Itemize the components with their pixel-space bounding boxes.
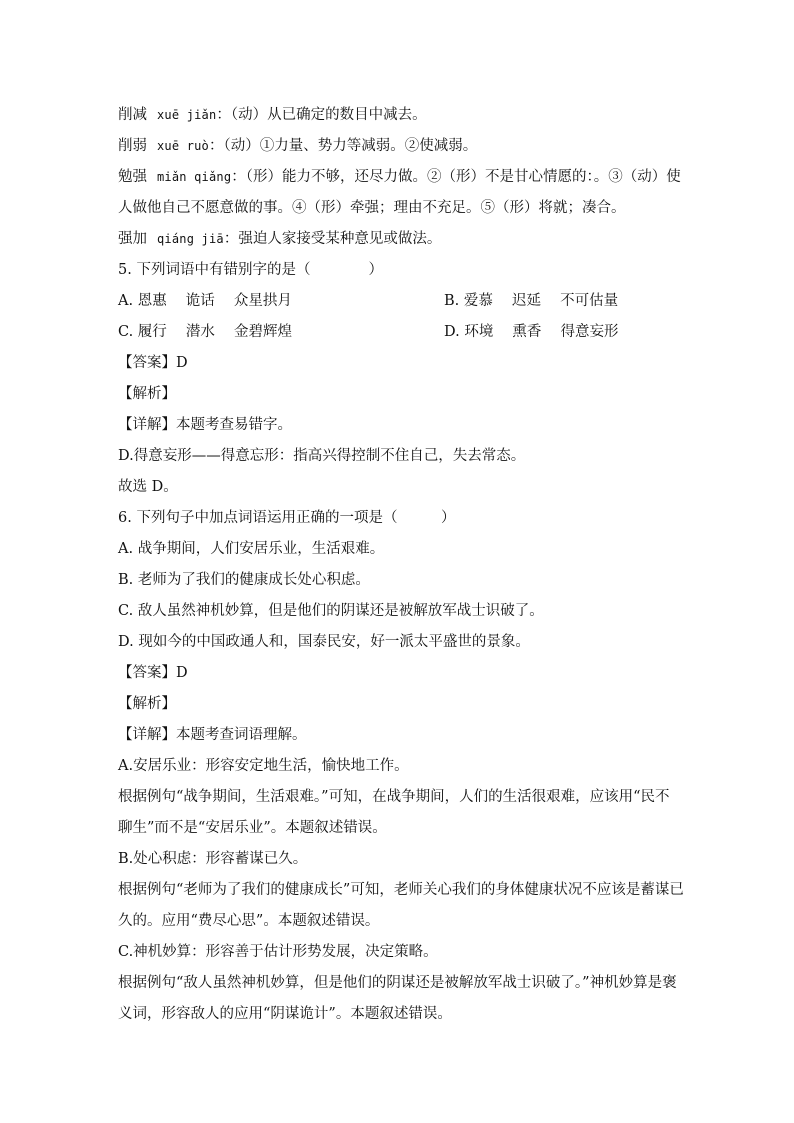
explanation-line: D.得意妄形——得意忘形：指高兴得控制不住自己，失去常态。: [118, 448, 526, 464]
definition-line-continued: [118, 193, 678, 224]
option-b: B. 老师为了我们的健康成长处心积虑。: [118, 572, 370, 588]
definition-pinyin: xuē ruò: [157, 139, 209, 153]
definition-pinyin: xuē jiǎn: [157, 108, 217, 122]
definition-word: 削弱: [118, 138, 147, 154]
detail-line: 【详解】本题考查词语理解。: [118, 727, 307, 743]
definition-text: ：（动）从已确定的数目中减去。: [216, 107, 427, 123]
answer-line: 【答案】D: [118, 665, 188, 681]
detail-line: 【详解】本题考查易错字。: [118, 417, 292, 433]
definition-text: ：强迫人家接受某种意见或做法。: [223, 231, 442, 247]
explanation-line: 根据例句“战争期间，生活艰难。”可知，在战争期间，人们的生活很艰难，应该用“民不: [118, 789, 670, 805]
options-row: [118, 286, 678, 317]
option-a: A. 战争期间，人们安居乐业，生活艰难。: [118, 541, 385, 557]
definition-word: 强加: [118, 231, 147, 247]
definition-word: 勉强: [118, 169, 147, 185]
definition-text: ：（形）能力不够，还尽力做。②（形）不是甘心情愿的：。③（动）使: [231, 169, 681, 185]
option-c: C. 敌人虽然神机妙算，但是他们的阴谋还是被解放军战士识破了。: [118, 603, 544, 619]
option-a: A. 恩惠 诡话 众星拱月: [118, 293, 292, 309]
explanation-line: A.安居乐业：形容安定地生活，愉快地工作。: [118, 758, 409, 774]
definition-line: [118, 224, 678, 255]
definition-text: ：（动）①力量、势力等减弱。②使减弱。: [208, 138, 478, 154]
explanation-line: C.神机妙算：形容善于估计形势发展，决定策略。: [118, 944, 438, 960]
definition-word: 削减: [118, 107, 147, 123]
option-d: D. 环境 熏香 得意妄形: [444, 324, 619, 340]
definition-line: [118, 162, 681, 193]
definition-line: [118, 100, 678, 131]
analysis-label: 【解析】: [118, 386, 176, 402]
answer-line: 【答案】D: [118, 355, 188, 371]
explanation-line: 根据例句“敌人虽然神机妙算，但是他们的阴谋还是被解放军战士识破了。”神机妙算是褒: [118, 975, 677, 991]
definition-pinyin: qiáng jiā: [157, 232, 224, 246]
option-c: C. 履行 潜水 金碧辉煌: [118, 324, 293, 340]
option-d: D. 现如今的中国政通人和，国泰民安，好一派太平盛世的景象。: [118, 634, 530, 650]
definition-text: 人做他自己不愿意做的事。④（形）牵强；理由不充足。⑤（形）将就；凑合。: [118, 200, 626, 216]
definition-pinyin: miǎn qiǎng: [157, 170, 232, 184]
explanation-line: 聊生”而不是“安居乐业”。本题叙述错误。: [118, 820, 387, 836]
options-row: [118, 317, 678, 348]
explanation-line: B.处心积虑：形容蓄谋已久。: [118, 851, 308, 867]
conclusion-line: 故选 D。: [118, 479, 178, 495]
definition-line: [118, 131, 678, 162]
option-b: B. 爱慕 迟延 不可估量: [444, 293, 619, 309]
question-stem: 6. 下列句子中加点词语运用正确的一项是（ ）: [118, 510, 456, 526]
explanation-line: 久的。应用“费尽心思”。本题叙述错误。: [118, 913, 380, 929]
analysis-label: 【解析】: [118, 696, 176, 712]
explanation-line: 根据例句“老师为了我们的健康成长”可知，老师关心我们的身体健康状况不应该是蓄谋已: [118, 882, 684, 898]
explanation-line: 义词，形容敌人的应用“阴谋诡计”。本题叙述错误。: [118, 1006, 452, 1022]
question-stem: 5. 下列词语中有错别字的是（ ）: [118, 262, 383, 278]
page-content: [118, 100, 684, 1030]
